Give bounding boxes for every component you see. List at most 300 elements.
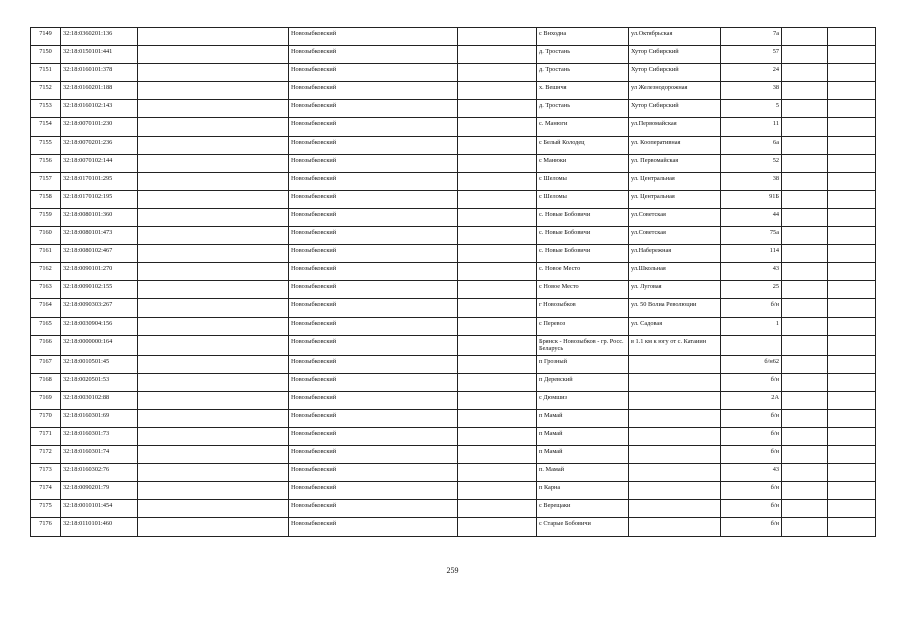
house-number-cell: 44 — [721, 208, 782, 226]
record-number-cell: 7154 — [31, 118, 61, 136]
cadastral-number-cell: 32:18:0090101:270 — [61, 263, 138, 281]
blank-cell — [782, 482, 828, 500]
blank-cell — [782, 208, 828, 226]
house-number-cell: б/н — [721, 518, 782, 536]
blank-cell — [138, 64, 289, 82]
blank-cell — [828, 28, 876, 46]
table-row — [31, 373, 876, 391]
table-row — [31, 500, 876, 518]
blank-cell — [782, 518, 828, 536]
record-number-cell: 7169 — [31, 391, 61, 409]
record-number-cell: 7157 — [31, 172, 61, 190]
cadastral-number-cell: 32:18:0110101:460 — [61, 518, 138, 536]
blank-cell — [782, 263, 828, 281]
table-row — [31, 464, 876, 482]
blank-cell — [458, 391, 537, 409]
house-number-cell: б/н — [721, 427, 782, 445]
street-cell: ул. 50 Волиа Революции — [629, 299, 721, 317]
district-cell: Новозыбковский — [289, 409, 458, 427]
locality-cell: с Новое Место — [537, 281, 629, 299]
house-number-cell: 24 — [721, 64, 782, 82]
street-cell: ул.Первомайская — [629, 118, 721, 136]
record-number-cell: 7172 — [31, 446, 61, 464]
street-cell: ул. Кооперативная — [629, 136, 721, 154]
blank-cell — [828, 281, 876, 299]
blank-cell — [458, 464, 537, 482]
blank-cell — [782, 391, 828, 409]
blank-cell — [138, 391, 289, 409]
house-number-cell: 5 — [721, 100, 782, 118]
table-row — [31, 391, 876, 409]
blank-cell — [458, 281, 537, 299]
blank-cell — [458, 28, 537, 46]
blank-cell — [782, 446, 828, 464]
blank-cell — [782, 28, 828, 46]
house-number-cell: 25 — [721, 281, 782, 299]
cadastral-number-cell: 32:18:0070201:236 — [61, 136, 138, 154]
property-registry-table — [30, 27, 876, 537]
blank-cell — [458, 245, 537, 263]
blank-cell — [828, 100, 876, 118]
table-row — [31, 518, 876, 536]
blank-cell — [458, 446, 537, 464]
blank-cell — [782, 245, 828, 263]
blank-cell — [782, 355, 828, 373]
district-cell: Новозыбковский — [289, 118, 458, 136]
blank-cell — [828, 154, 876, 172]
blank-cell — [138, 208, 289, 226]
record-number-cell: 7167 — [31, 355, 61, 373]
locality-cell: с Шеломы — [537, 190, 629, 208]
locality-cell: с. Новые Бобовичи — [537, 245, 629, 263]
district-cell: Новозыбковский — [289, 446, 458, 464]
blank-cell — [828, 245, 876, 263]
street-cell — [629, 373, 721, 391]
blank-cell — [138, 245, 289, 263]
record-number-cell: 7170 — [31, 409, 61, 427]
record-number-cell: 7174 — [31, 482, 61, 500]
cadastral-number-cell: 32:18:0010501:45 — [61, 355, 138, 373]
table-row — [31, 317, 876, 335]
locality-cell: п Мамай — [537, 427, 629, 445]
blank-cell — [828, 355, 876, 373]
blank-cell — [458, 208, 537, 226]
blank-cell — [828, 373, 876, 391]
district-cell: Новозыбковский — [289, 136, 458, 154]
blank-cell — [782, 227, 828, 245]
table-row — [31, 118, 876, 136]
table-row — [31, 355, 876, 373]
blank-cell — [138, 317, 289, 335]
street-cell: ул. Центральная — [629, 190, 721, 208]
street-cell: ул.Советская — [629, 227, 721, 245]
district-cell: Новозыбковский — [289, 172, 458, 190]
blank-cell — [138, 464, 289, 482]
cadastral-number-cell: 32:18:0160301:73 — [61, 427, 138, 445]
locality-cell: г Новозыбков — [537, 299, 629, 317]
table-row — [31, 281, 876, 299]
blank-cell — [458, 427, 537, 445]
locality-cell: п Мамай — [537, 409, 629, 427]
blank-cell — [782, 172, 828, 190]
cadastral-number-cell: 32:18:0070101:230 — [61, 118, 138, 136]
table-row — [31, 136, 876, 154]
street-cell: Хутор Сибирский — [629, 64, 721, 82]
blank-cell — [782, 64, 828, 82]
locality-cell: с. Новое Место — [537, 263, 629, 281]
blank-cell — [782, 154, 828, 172]
street-cell: ул.Набережная — [629, 245, 721, 263]
district-cell: Новозыбковский — [289, 263, 458, 281]
house-number-cell: 38 — [721, 82, 782, 100]
blank-cell — [782, 281, 828, 299]
blank-cell — [782, 427, 828, 445]
district-cell: Новозыбковский — [289, 355, 458, 373]
cadastral-number-cell: 32:18:0160201:188 — [61, 82, 138, 100]
blank-cell — [782, 335, 828, 355]
blank-cell — [828, 464, 876, 482]
district-cell: Новозыбковский — [289, 500, 458, 518]
record-number-cell: 7163 — [31, 281, 61, 299]
street-cell: ул. Луговая — [629, 281, 721, 299]
blank-cell — [138, 335, 289, 355]
table-row — [31, 82, 876, 100]
blank-cell — [458, 317, 537, 335]
house-number-cell: 43 — [721, 263, 782, 281]
blank-cell — [138, 136, 289, 154]
blank-cell — [782, 82, 828, 100]
cadastral-number-cell: 32:18:0090102:155 — [61, 281, 138, 299]
district-cell: Новозыбковский — [289, 64, 458, 82]
street-cell: ул. Садовая — [629, 317, 721, 335]
district-cell: Новозыбковский — [289, 227, 458, 245]
table-row — [31, 190, 876, 208]
district-cell: Новозыбковский — [289, 154, 458, 172]
house-number-cell: 75а — [721, 227, 782, 245]
cadastral-number-cell: 32:18:0150101:441 — [61, 46, 138, 64]
cadastral-number-cell: 32:18:0170102:195 — [61, 190, 138, 208]
blank-cell — [138, 299, 289, 317]
house-number-cell: 1 — [721, 317, 782, 335]
blank-cell — [458, 299, 537, 317]
house-number-cell: 6а — [721, 136, 782, 154]
record-number-cell: 7150 — [31, 46, 61, 64]
table-row — [31, 172, 876, 190]
locality-cell: д. Тростань — [537, 100, 629, 118]
street-cell — [629, 482, 721, 500]
house-number-cell — [721, 335, 782, 355]
table-row — [31, 446, 876, 464]
blank-cell — [138, 154, 289, 172]
blank-cell — [138, 500, 289, 518]
blank-cell — [138, 373, 289, 391]
table-row — [31, 227, 876, 245]
blank-cell — [138, 482, 289, 500]
blank-cell — [458, 518, 537, 536]
table-row — [31, 46, 876, 64]
blank-cell — [458, 263, 537, 281]
district-cell: Новозыбковский — [289, 245, 458, 263]
district-cell: Новозыбковский — [289, 482, 458, 500]
record-number-cell: 7173 — [31, 464, 61, 482]
record-number-cell: 7166 — [31, 335, 61, 355]
district-cell: Новозыбковский — [289, 317, 458, 335]
record-number-cell: 7152 — [31, 82, 61, 100]
record-number-cell: 7161 — [31, 245, 61, 263]
blank-cell — [828, 482, 876, 500]
house-number-cell: 52 — [721, 154, 782, 172]
blank-cell — [828, 391, 876, 409]
street-cell — [629, 391, 721, 409]
street-cell — [629, 464, 721, 482]
table-row — [31, 335, 876, 355]
street-cell: Хутор Сибирский — [629, 100, 721, 118]
blank-cell — [828, 299, 876, 317]
street-cell: ул Железнодорожная — [629, 82, 721, 100]
locality-cell: с Старые Бобовичи — [537, 518, 629, 536]
street-cell: Хутор Сибирский — [629, 46, 721, 64]
blank-cell — [458, 227, 537, 245]
blank-cell — [138, 100, 289, 118]
district-cell: Новозыбковский — [289, 335, 458, 355]
blank-cell — [782, 190, 828, 208]
locality-cell: д. Тростань — [537, 46, 629, 64]
page-number: 259 — [446, 566, 459, 575]
district-cell: Новозыбковский — [289, 28, 458, 46]
house-number-cell: 11 — [721, 118, 782, 136]
street-cell — [629, 446, 721, 464]
blank-cell — [458, 118, 537, 136]
cadastral-number-cell: 32:18:0080101:473 — [61, 227, 138, 245]
blank-cell — [138, 427, 289, 445]
record-number-cell: 7155 — [31, 136, 61, 154]
street-cell: ул.Школьная — [629, 263, 721, 281]
district-cell: Новозыбковский — [289, 299, 458, 317]
locality-cell: п Грозный — [537, 355, 629, 373]
record-number-cell: 7168 — [31, 373, 61, 391]
table-row — [31, 208, 876, 226]
house-number-cell: б/н — [721, 409, 782, 427]
record-number-cell: 7156 — [31, 154, 61, 172]
record-number-cell: 7151 — [31, 64, 61, 82]
locality-cell: с Дюмшиз — [537, 391, 629, 409]
district-cell: Новозыбковский — [289, 464, 458, 482]
blank-cell — [138, 263, 289, 281]
blank-cell — [458, 373, 537, 391]
record-number-cell: 7164 — [31, 299, 61, 317]
locality-cell: с Внходна — [537, 28, 629, 46]
blank-cell — [782, 500, 828, 518]
record-number-cell: 7165 — [31, 317, 61, 335]
blank-cell — [458, 172, 537, 190]
blank-cell — [458, 154, 537, 172]
blank-cell — [828, 118, 876, 136]
registry-table-body — [31, 28, 876, 537]
house-number-cell: 2А — [721, 391, 782, 409]
blank-cell — [782, 409, 828, 427]
blank-cell — [828, 136, 876, 154]
locality-cell: с Манюки — [537, 154, 629, 172]
blank-cell — [782, 299, 828, 317]
cadastral-number-cell: 32:18:0070102:144 — [61, 154, 138, 172]
street-cell — [629, 427, 721, 445]
blank-cell — [828, 82, 876, 100]
cadastral-number-cell: 32:18:0080102:467 — [61, 245, 138, 263]
house-number-cell: б/н62 — [721, 355, 782, 373]
blank-cell — [458, 64, 537, 82]
blank-cell — [782, 118, 828, 136]
locality-cell: п Мамай — [537, 446, 629, 464]
record-number-cell: 7162 — [31, 263, 61, 281]
house-number-cell: 114 — [721, 245, 782, 263]
street-cell: в 1.1 км к югу от с. Катаиин — [629, 335, 721, 355]
street-cell — [629, 518, 721, 536]
table-row — [31, 263, 876, 281]
cadastral-number-cell: 32:18:0030904:156 — [61, 317, 138, 335]
locality-cell: с Шеломы — [537, 172, 629, 190]
blank-cell — [458, 82, 537, 100]
record-number-cell: 7171 — [31, 427, 61, 445]
house-number-cell: 7а — [721, 28, 782, 46]
cadastral-number-cell: 32:18:0030102:88 — [61, 391, 138, 409]
house-number-cell: б/н — [721, 446, 782, 464]
blank-cell — [458, 136, 537, 154]
cadastral-number-cell: 32:18:0160101:378 — [61, 64, 138, 82]
cadastral-number-cell: 32:18:0020501:53 — [61, 373, 138, 391]
table-row — [31, 64, 876, 82]
district-cell: Новозыбковский — [289, 281, 458, 299]
blank-cell — [138, 355, 289, 373]
blank-cell — [782, 373, 828, 391]
blank-cell — [458, 190, 537, 208]
house-number-cell: 57 — [721, 46, 782, 64]
locality-cell: п. Мамай — [537, 464, 629, 482]
blank-cell — [828, 409, 876, 427]
record-number-cell: 7160 — [31, 227, 61, 245]
blank-cell — [828, 427, 876, 445]
blank-cell — [828, 190, 876, 208]
blank-cell — [138, 46, 289, 64]
street-cell: ул. Первомайская — [629, 154, 721, 172]
locality-cell: с. Манюги — [537, 118, 629, 136]
cadastral-number-cell: 32:18:0080101:360 — [61, 208, 138, 226]
blank-cell — [828, 263, 876, 281]
blank-cell — [138, 28, 289, 46]
district-cell: Новозыбковский — [289, 100, 458, 118]
locality-cell: с. Новые Бобовичи — [537, 227, 629, 245]
blank-cell — [458, 500, 537, 518]
street-cell — [629, 355, 721, 373]
cadastral-number-cell: 32:18:0360201:136 — [61, 28, 138, 46]
blank-cell — [828, 208, 876, 226]
blank-cell — [782, 464, 828, 482]
district-cell: Новозыбковский — [289, 82, 458, 100]
cadastral-number-cell: 32:18:0010101:454 — [61, 500, 138, 518]
street-cell: ул. Центральная — [629, 172, 721, 190]
blank-cell — [458, 409, 537, 427]
table-row — [31, 427, 876, 445]
cadastral-number-cell: 32:18:0090201:79 — [61, 482, 138, 500]
record-number-cell: 7176 — [31, 518, 61, 536]
blank-cell — [828, 335, 876, 355]
table-row — [31, 100, 876, 118]
district-cell: Новозыбковский — [289, 391, 458, 409]
house-number-cell: б/н — [721, 373, 782, 391]
locality-cell: п Деревский — [537, 373, 629, 391]
blank-cell — [782, 136, 828, 154]
cadastral-number-cell: 32:18:0170101:295 — [61, 172, 138, 190]
cadastral-number-cell: 32:18:0090303:267 — [61, 299, 138, 317]
district-cell: Новозыбковский — [289, 208, 458, 226]
blank-cell — [828, 46, 876, 64]
locality-cell: с Белый Колодец — [537, 136, 629, 154]
blank-cell — [458, 46, 537, 64]
cadastral-number-cell: 32:18:0160302:76 — [61, 464, 138, 482]
blank-cell — [458, 100, 537, 118]
blank-cell — [138, 281, 289, 299]
cadastral-number-cell: 32:18:0160102:143 — [61, 100, 138, 118]
record-number-cell: 7175 — [31, 500, 61, 518]
blank-cell — [138, 518, 289, 536]
table-row — [31, 299, 876, 317]
table-row — [31, 245, 876, 263]
house-number-cell: б/н — [721, 299, 782, 317]
table-row — [31, 154, 876, 172]
house-number-cell: б/н — [721, 482, 782, 500]
locality-cell: д. Тростань — [537, 64, 629, 82]
blank-cell — [828, 500, 876, 518]
house-number-cell: 38 — [721, 172, 782, 190]
blank-cell — [138, 227, 289, 245]
blank-cell — [828, 446, 876, 464]
locality-cell: с. Новые Бобовичи — [537, 208, 629, 226]
district-cell: Новозыбковский — [289, 190, 458, 208]
street-cell: ул.Советская — [629, 208, 721, 226]
blank-cell — [138, 118, 289, 136]
locality-cell: х. Вешнчя — [537, 82, 629, 100]
blank-cell — [782, 46, 828, 64]
district-cell: Новозыбковский — [289, 373, 458, 391]
blank-cell — [828, 64, 876, 82]
blank-cell — [138, 409, 289, 427]
blank-cell — [828, 172, 876, 190]
blank-cell — [828, 317, 876, 335]
table-row — [31, 28, 876, 46]
blank-cell — [458, 335, 537, 355]
street-cell: ул.Октябрьская — [629, 28, 721, 46]
record-number-cell: 7153 — [31, 100, 61, 118]
record-number-cell: 7159 — [31, 208, 61, 226]
street-cell — [629, 500, 721, 518]
locality-cell: п Карна — [537, 482, 629, 500]
table-row — [31, 482, 876, 500]
blank-cell — [828, 518, 876, 536]
blank-cell — [138, 446, 289, 464]
house-number-cell: 91Б — [721, 190, 782, 208]
street-cell — [629, 409, 721, 427]
cadastral-number-cell: 32:18:0160301:74 — [61, 446, 138, 464]
locality-cell: с Верещаки — [537, 500, 629, 518]
locality-cell: с Перевоз — [537, 317, 629, 335]
cadastral-number-cell: 32:18:0000000:164 — [61, 335, 138, 355]
district-cell: Новозыбковский — [289, 46, 458, 64]
record-number-cell: 7158 — [31, 190, 61, 208]
district-cell: Новозыбковский — [289, 518, 458, 536]
blank-cell — [138, 82, 289, 100]
blank-cell — [138, 172, 289, 190]
district-cell: Новозыбковский — [289, 427, 458, 445]
blank-cell — [458, 355, 537, 373]
